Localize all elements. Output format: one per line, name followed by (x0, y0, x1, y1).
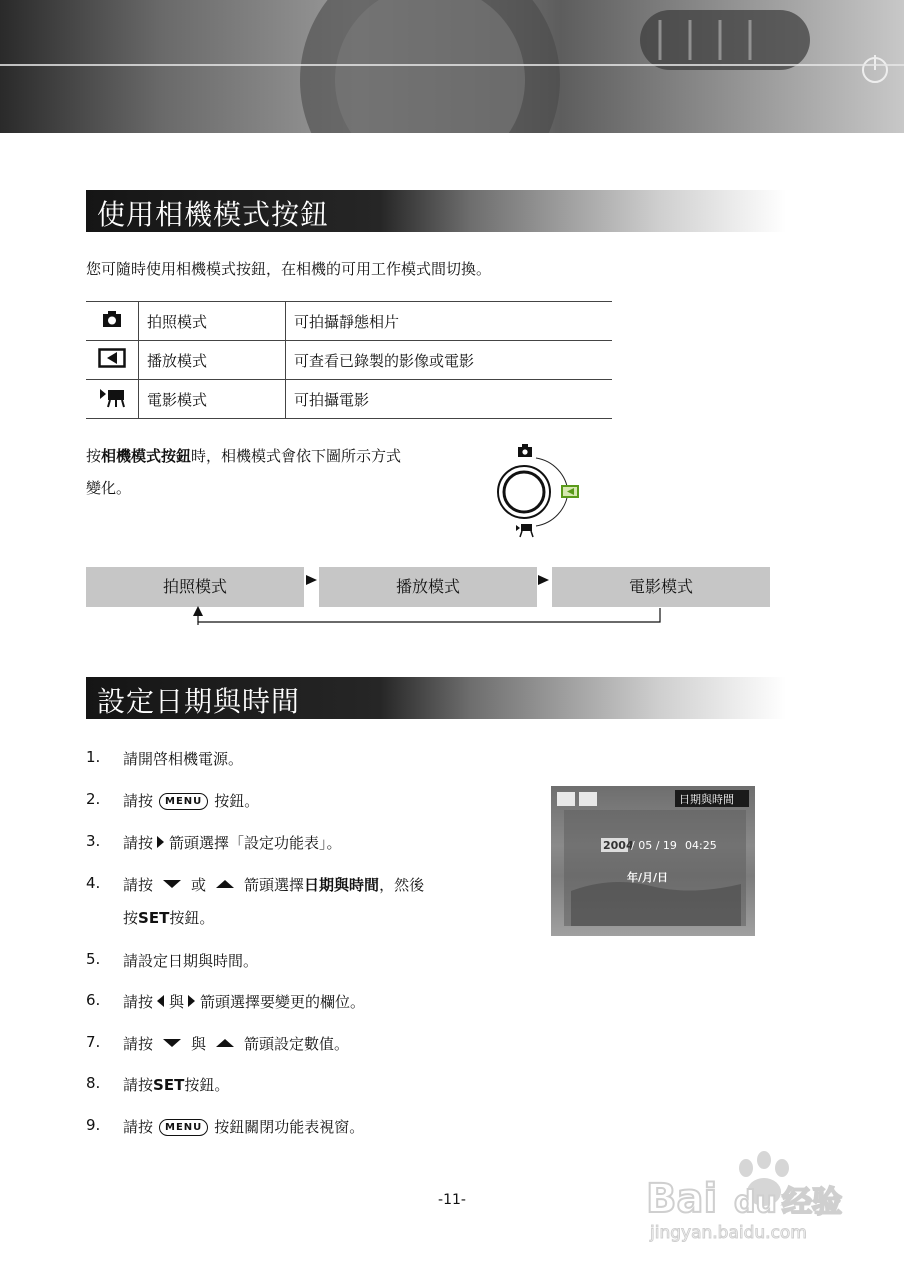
arrow-up-icon (210, 1037, 240, 1049)
camera-icon (557, 792, 575, 806)
camera-icon (86, 302, 139, 341)
camera-icon (518, 444, 532, 457)
flow-step-movie: 電影模式 (552, 567, 770, 607)
screen-date: / 05 / 19 (631, 839, 677, 852)
mode-table (86, 301, 612, 419)
settings-icon (579, 792, 597, 806)
arrow-up-icon (210, 878, 240, 890)
lcd-screenshot (551, 786, 755, 936)
mode-dial-diagram (488, 440, 588, 545)
mode-desc: 可查看已錄製的影像或電影 (286, 341, 613, 380)
section-title: 設定日期與時間 (97, 685, 301, 718)
arrow-up-icon (193, 606, 203, 616)
step-text: 請按 (123, 1035, 154, 1053)
arrow-right-icon (184, 994, 200, 1008)
screen-year: 2004 (603, 839, 634, 852)
watermark-url: jingyan.baidu.com (650, 1223, 807, 1243)
mode-name: 電影模式 (139, 380, 286, 419)
table-row (86, 341, 612, 380)
step-number: 6. (86, 991, 101, 1009)
step-text: 請按 (123, 876, 154, 894)
section-header-date-time (86, 677, 786, 719)
step-text: 請按 (123, 834, 154, 852)
step-number: 9. (86, 1116, 101, 1134)
header-banner (0, 0, 904, 133)
step-text: 箭頭設定數值。 (244, 1035, 350, 1053)
arrow-right-icon (153, 835, 169, 849)
section-header-camera-mode (86, 190, 786, 232)
arrow-left-icon (153, 994, 169, 1008)
movie-icon (516, 524, 533, 537)
screen-time: 04:25 (685, 839, 717, 852)
playback-icon (86, 341, 139, 380)
menu-button-icon: MENU (159, 1119, 208, 1136)
step-text-bold: 日期與時間 (304, 876, 380, 894)
arrow-down-icon (157, 878, 187, 890)
cycle-text-line2: 變化。 (86, 479, 132, 497)
step-text: 按 (123, 909, 139, 927)
step-number: 5. (86, 950, 101, 968)
mode-desc: 可拍攝電影 (286, 380, 613, 419)
step-text: 請按 (123, 1076, 154, 1094)
step-text: 請按 (123, 1118, 154, 1136)
step-number: 7. (86, 1033, 101, 1051)
arrow-down-icon (157, 1037, 187, 1049)
page-number: -11- (438, 1192, 466, 1208)
step-text: 按鈕關閉功能表視窗。 (214, 1118, 365, 1136)
svg-text:Bai: Bai (646, 1176, 718, 1222)
step-text: 請設定日期與時間。 (123, 952, 259, 970)
arrow-right-icon (306, 575, 317, 585)
step-text: 箭頭選擇要變更的欄位。 (200, 993, 366, 1011)
mode-desc: 可拍攝靜態相片 (286, 302, 613, 341)
step-text: 按鈕。 (184, 1076, 230, 1094)
step-text: 請按 (123, 792, 154, 810)
baidu-logo-watermark (640, 1150, 860, 1250)
cycle-description (86, 440, 486, 504)
flow-arrows (186, 570, 676, 630)
cycle-text-bold: 相機模式按鈕 (101, 447, 192, 465)
step-text-bold: SET (153, 1076, 185, 1094)
step-text: 按鈕。 (169, 909, 215, 927)
watermark (640, 1150, 860, 1254)
playback-icon (562, 486, 578, 497)
step-number: 4. (86, 874, 101, 892)
screen-format: 年/月/日 (627, 871, 669, 884)
step-text: 按鈕。 (214, 792, 260, 810)
camera-photo-banner (0, 0, 904, 133)
step-text-bold: SET (138, 909, 170, 927)
step-text: 與 (191, 1035, 207, 1053)
cycle-text-pre: 按 (86, 447, 102, 465)
step-text: 箭頭選擇 (244, 876, 305, 894)
movie-icon (86, 380, 139, 419)
svg-text:du: du (734, 1185, 777, 1220)
step-text: 或 (191, 876, 207, 894)
step-text: ，然後 (379, 876, 425, 894)
mode-name: 拍照模式 (139, 302, 286, 341)
step-text: 箭頭選擇「設定功能表」。 (169, 834, 342, 852)
section-title: 使用相機模式按鈕 (97, 198, 330, 231)
step-number: 3. (86, 832, 101, 850)
table-row (86, 380, 612, 419)
flow-step-playback: 播放模式 (319, 567, 537, 607)
mode-name: 播放模式 (139, 341, 286, 380)
step-text: 與 (169, 993, 185, 1011)
menu-button-icon: MENU (159, 793, 208, 810)
flow-step-photo: 拍照模式 (86, 567, 304, 607)
intro-text: 您可隨時使用相機模式按鈕，在相機的可用工作模式間切換。 (86, 260, 492, 278)
screen-header: 日期與時間 (679, 793, 734, 806)
step-text: 請開啓相機電源。 (123, 750, 244, 768)
step-number: 2. (86, 790, 101, 808)
cycle-text-post: 時，相機模式會依下圖所示方式 (191, 447, 402, 465)
svg-text:经验: 经验 (782, 1185, 842, 1220)
step-number: 1. (86, 748, 101, 766)
step-text: 請按 (123, 993, 154, 1011)
table-row (86, 302, 612, 341)
arrow-right-icon (538, 575, 549, 585)
step-number: 8. (86, 1074, 101, 1092)
